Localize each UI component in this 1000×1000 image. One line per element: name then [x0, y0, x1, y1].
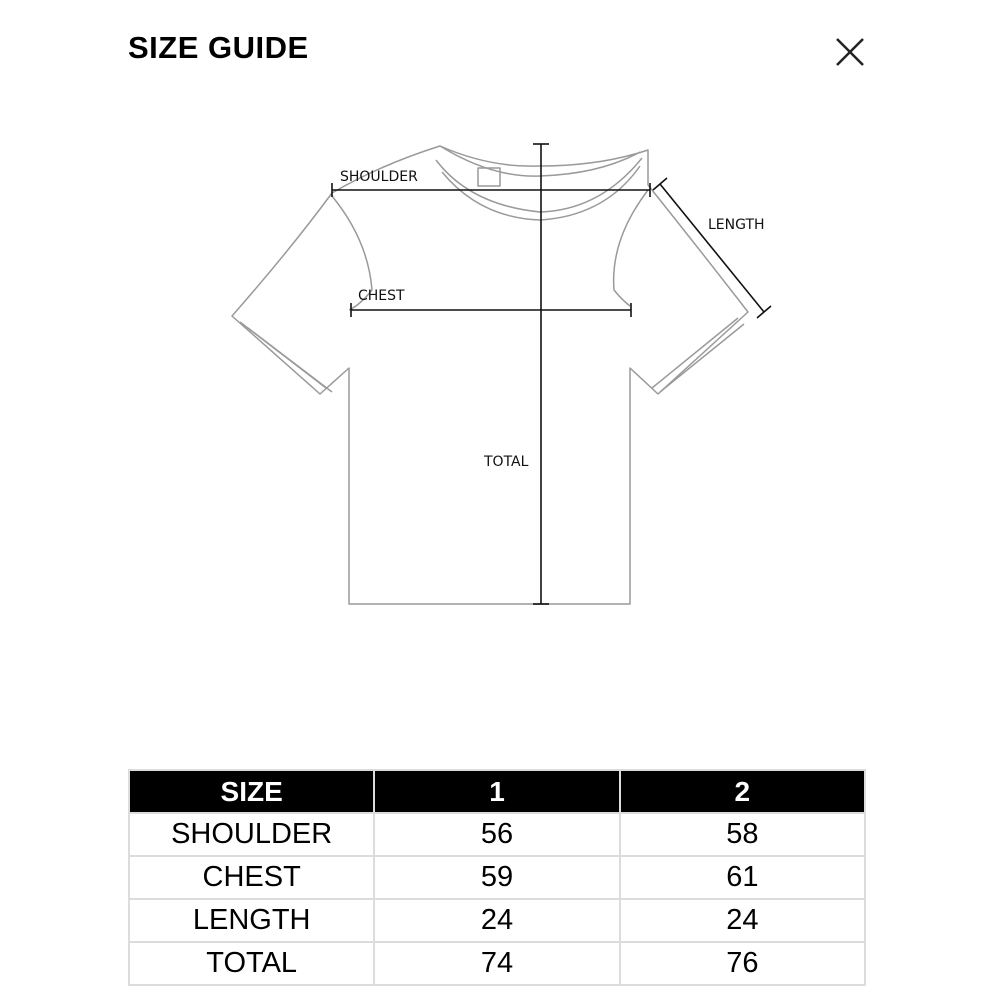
cell-value: 76: [620, 942, 865, 985]
table-row: [129, 856, 865, 899]
row-label: SHOULDER: [129, 813, 374, 856]
total-label: TOTAL: [484, 454, 529, 470]
header-size-2: 2: [620, 770, 865, 813]
length-label: LENGTH: [708, 217, 765, 233]
tshirt-outline: [232, 146, 748, 604]
table-header-row: [129, 770, 865, 813]
table-row: [129, 942, 865, 985]
measurement-lines: [332, 144, 771, 604]
chest-label: CHEST: [358, 288, 405, 304]
cell-value: 56: [374, 813, 619, 856]
cell-value: 58: [620, 813, 865, 856]
row-label: TOTAL: [129, 942, 374, 985]
row-label: CHEST: [129, 856, 374, 899]
cell-value: 61: [620, 856, 865, 899]
shoulder-label: SHOULDER: [340, 169, 418, 185]
row-label: LENGTH: [129, 899, 374, 942]
cell-value: 74: [374, 942, 619, 985]
header-size-1: 1: [374, 770, 619, 813]
table-row: [129, 899, 865, 942]
length-measure-line: [660, 184, 764, 312]
table-row: [129, 813, 865, 856]
cell-value: 24: [620, 899, 865, 942]
page-title: SIZE GUIDE: [128, 30, 309, 65]
header-size: SIZE: [129, 770, 374, 813]
cell-value: 24: [374, 899, 619, 942]
size-table: [128, 769, 866, 986]
cell-value: 59: [374, 856, 619, 899]
